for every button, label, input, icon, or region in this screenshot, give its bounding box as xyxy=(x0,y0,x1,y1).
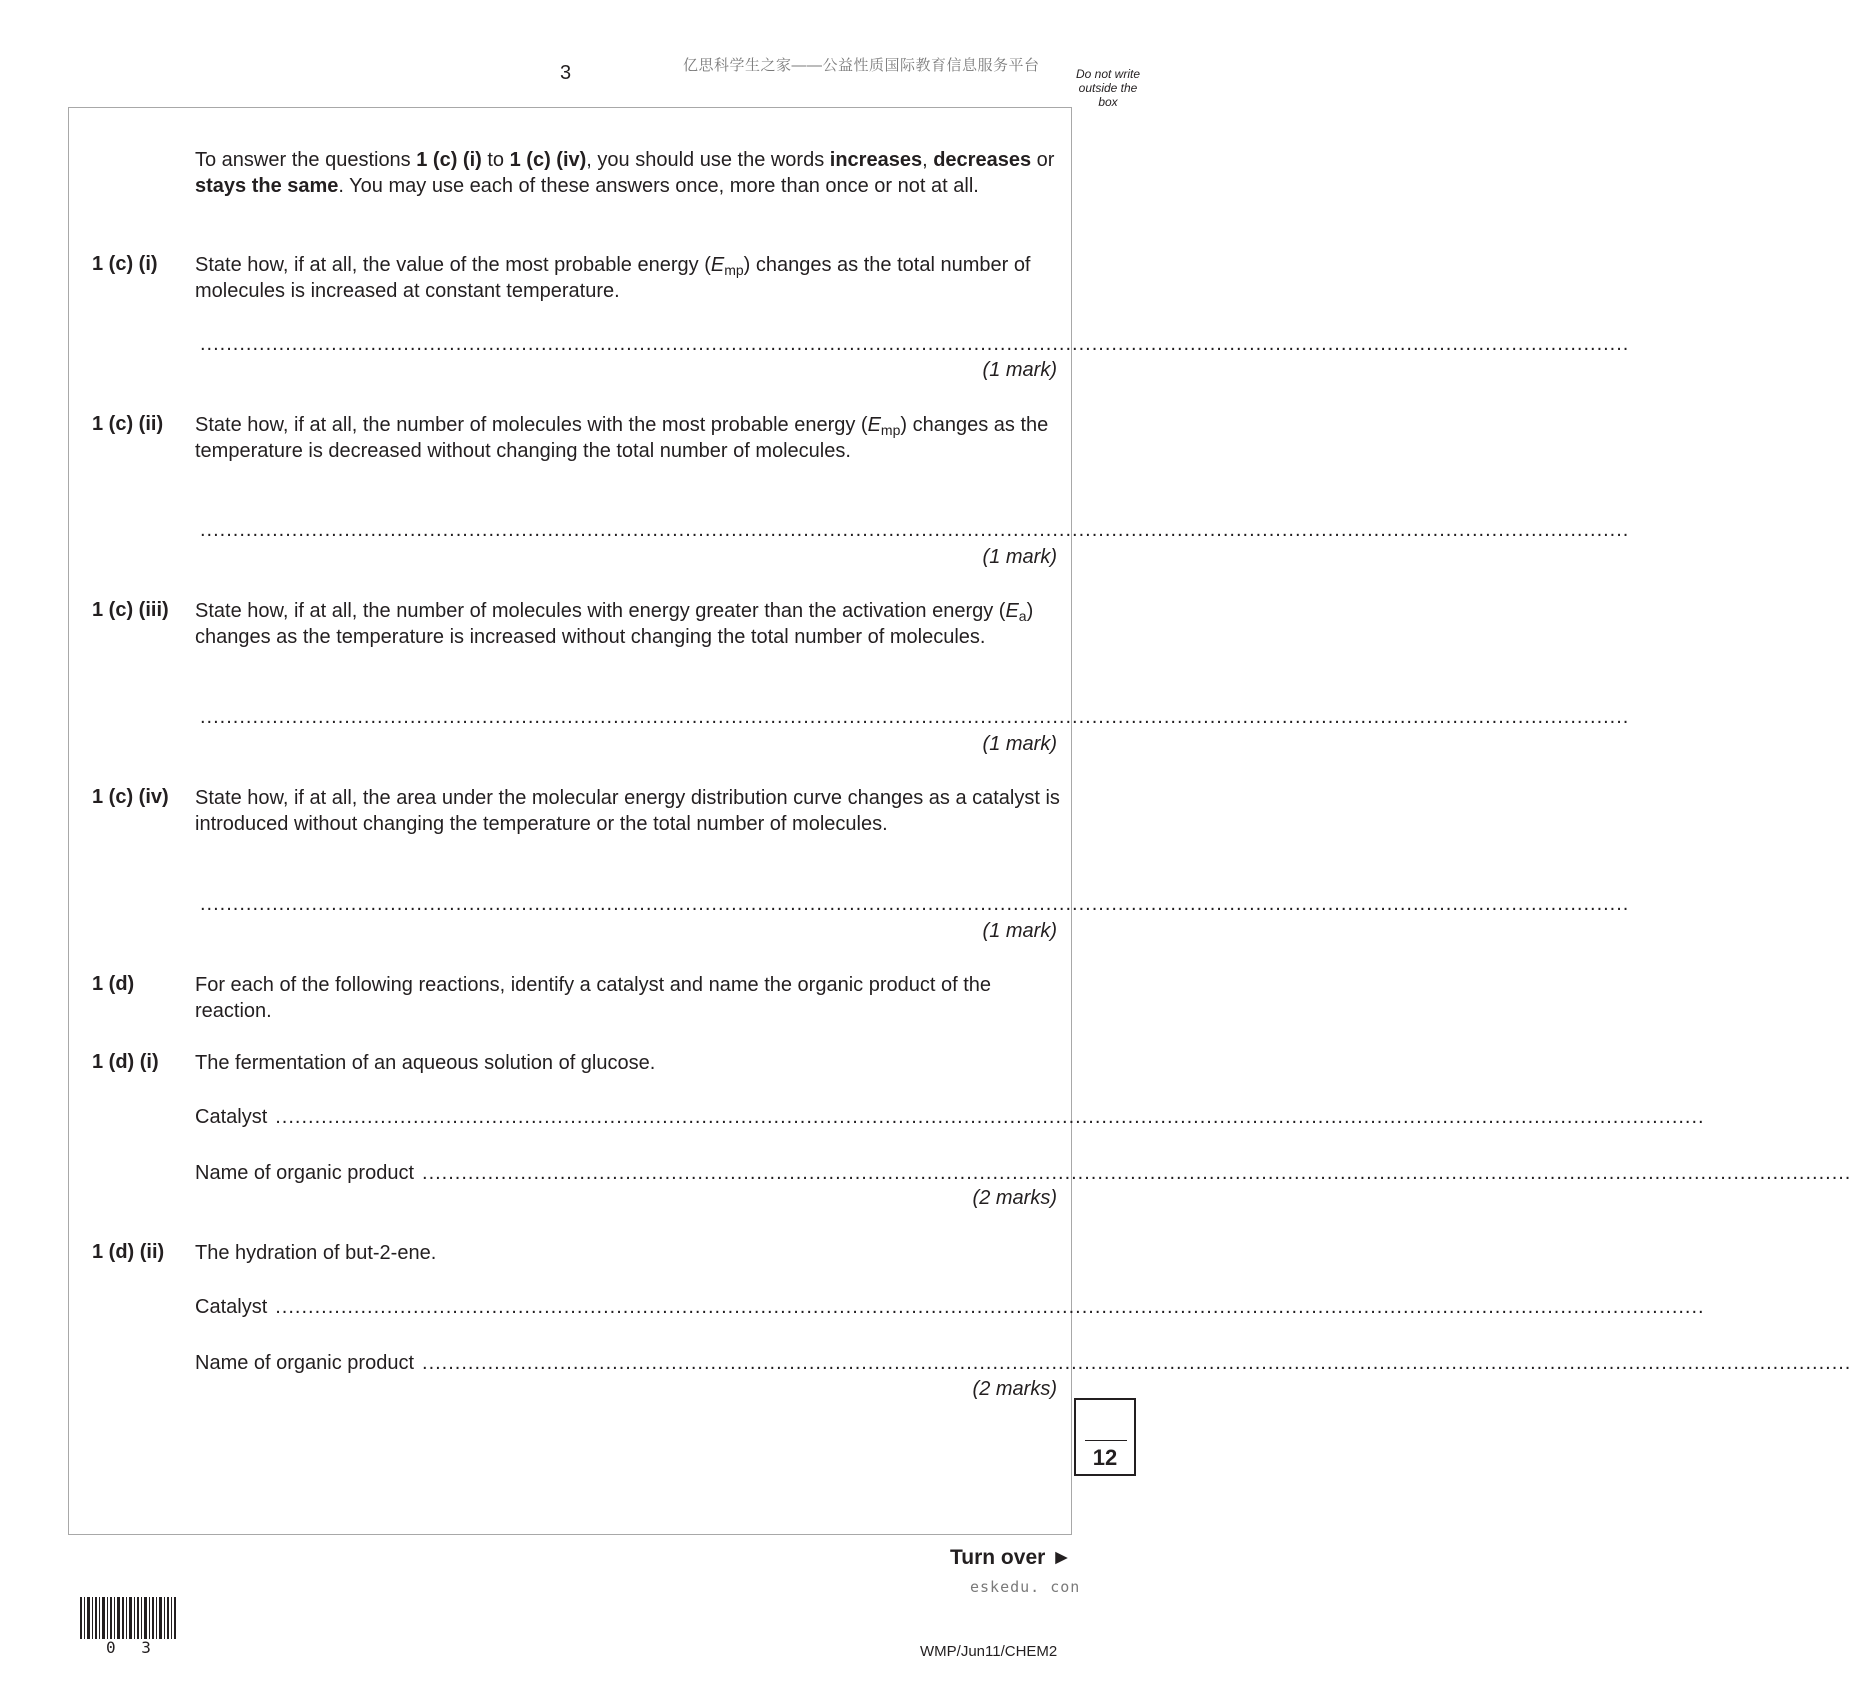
site-banner: 亿思科学生之家——公益性质国际教育信息服务平台 xyxy=(683,57,1040,74)
page-number: 3 xyxy=(560,62,572,84)
barcode-image xyxy=(80,1597,176,1639)
product-label: Name of organic product xyxy=(195,1352,415,1374)
turn-over-indicator: Turn over ► xyxy=(950,1546,1072,1569)
product-answer-line[interactable]: Name of organic product .......................................................................................................................................................................................................................... xyxy=(195,1352,1851,1374)
barcode-number: 0 3 xyxy=(106,1638,159,1657)
mark-allocation: (1 mark) xyxy=(982,920,1057,942)
mark-allocation: (2 marks) xyxy=(972,1378,1057,1400)
question-number: 1 (d) (ii) xyxy=(92,1241,165,1263)
question-number: 1 (d) xyxy=(92,973,135,995)
question-text: The hydration of but-2-ene. xyxy=(195,1242,437,1264)
total-marks: 12 xyxy=(1092,1445,1118,1470)
product-answer-line[interactable]: Name of organic product .......................................................................................................................................................................................................................... xyxy=(195,1162,1851,1184)
margin-note: Do not write outside the box xyxy=(1075,67,1141,109)
question-number: 1 (c) (iv) xyxy=(92,786,169,808)
question-number: 1 (c) (i) xyxy=(92,253,158,275)
question-text: State how, if at all, the area under the molecular energy distribution curve changes as a catalyst is introduced without changing the temperature or the total number of molecules. xyxy=(195,787,1060,835)
instructions: To answer the questions 1 (c) (i) to 1 (c) (iv), you should use the words increases, decreases or stays the same. You may use each of these answers once, more than once or not at all. xyxy=(195,149,1055,197)
mark-allocation: (1 mark) xyxy=(982,733,1057,755)
score-line xyxy=(1085,1440,1127,1441)
mark-allocation: (1 mark) xyxy=(982,546,1057,568)
question-number: 1 (c) (iii) xyxy=(92,599,169,621)
catalyst-answer-line[interactable]: Catalyst .......................................................................................................................................................................................................................... xyxy=(195,1106,1705,1128)
watermark-text: eskedu. con xyxy=(970,1578,1081,1596)
question-text: For each of the following reactions, identify a catalyst and name the organic product of the reaction. xyxy=(195,974,992,1022)
answer-line[interactable]: .......................................................................................................................................................................................................................... xyxy=(200,519,1630,541)
catalyst-answer-line[interactable]: Catalyst .......................................................................................................................................................................................................................... xyxy=(195,1296,1705,1318)
question-text: State how, if at all, the value of the most probable energy $(E_{mp})$ changes as the total number of molecules is increased at constant temperature. xyxy=(195,254,1031,302)
mark-allocation: (2 marks) xyxy=(972,1187,1057,1209)
question-number: 1 (c) (ii) xyxy=(92,413,164,435)
paper-code: WMP/Jun11/CHEM2 xyxy=(920,1643,1058,1660)
product-label: Name of organic product xyxy=(195,1162,415,1184)
mark-allocation: (1 mark) xyxy=(982,359,1057,381)
question-text: The fermentation of an aqueous solution of glucose. xyxy=(195,1052,656,1074)
question-number: 1 (d) (i) xyxy=(92,1051,159,1073)
answer-line[interactable]: .......................................................................................................................................................................................................................... xyxy=(200,893,1630,915)
catalyst-label: Catalyst xyxy=(195,1106,268,1128)
question-text: State how, if at all, the number of molecules with energy greater than the activation energy $(E_a)$ changes as the temperature is increased without changing the total number of molecules. xyxy=(195,600,1034,648)
answer-line[interactable]: .......................................................................................................................................................................................................................... xyxy=(200,706,1630,728)
answer-line[interactable]: .......................................................................................................................................................................................................................... xyxy=(200,333,1630,355)
question-text: State how, if at all, the number of molecules with the most probable energy $(E_{mp})$ changes as the temperature is decreased without changing the total number of molecules. xyxy=(195,414,1049,462)
catalyst-label: Catalyst xyxy=(195,1296,268,1318)
